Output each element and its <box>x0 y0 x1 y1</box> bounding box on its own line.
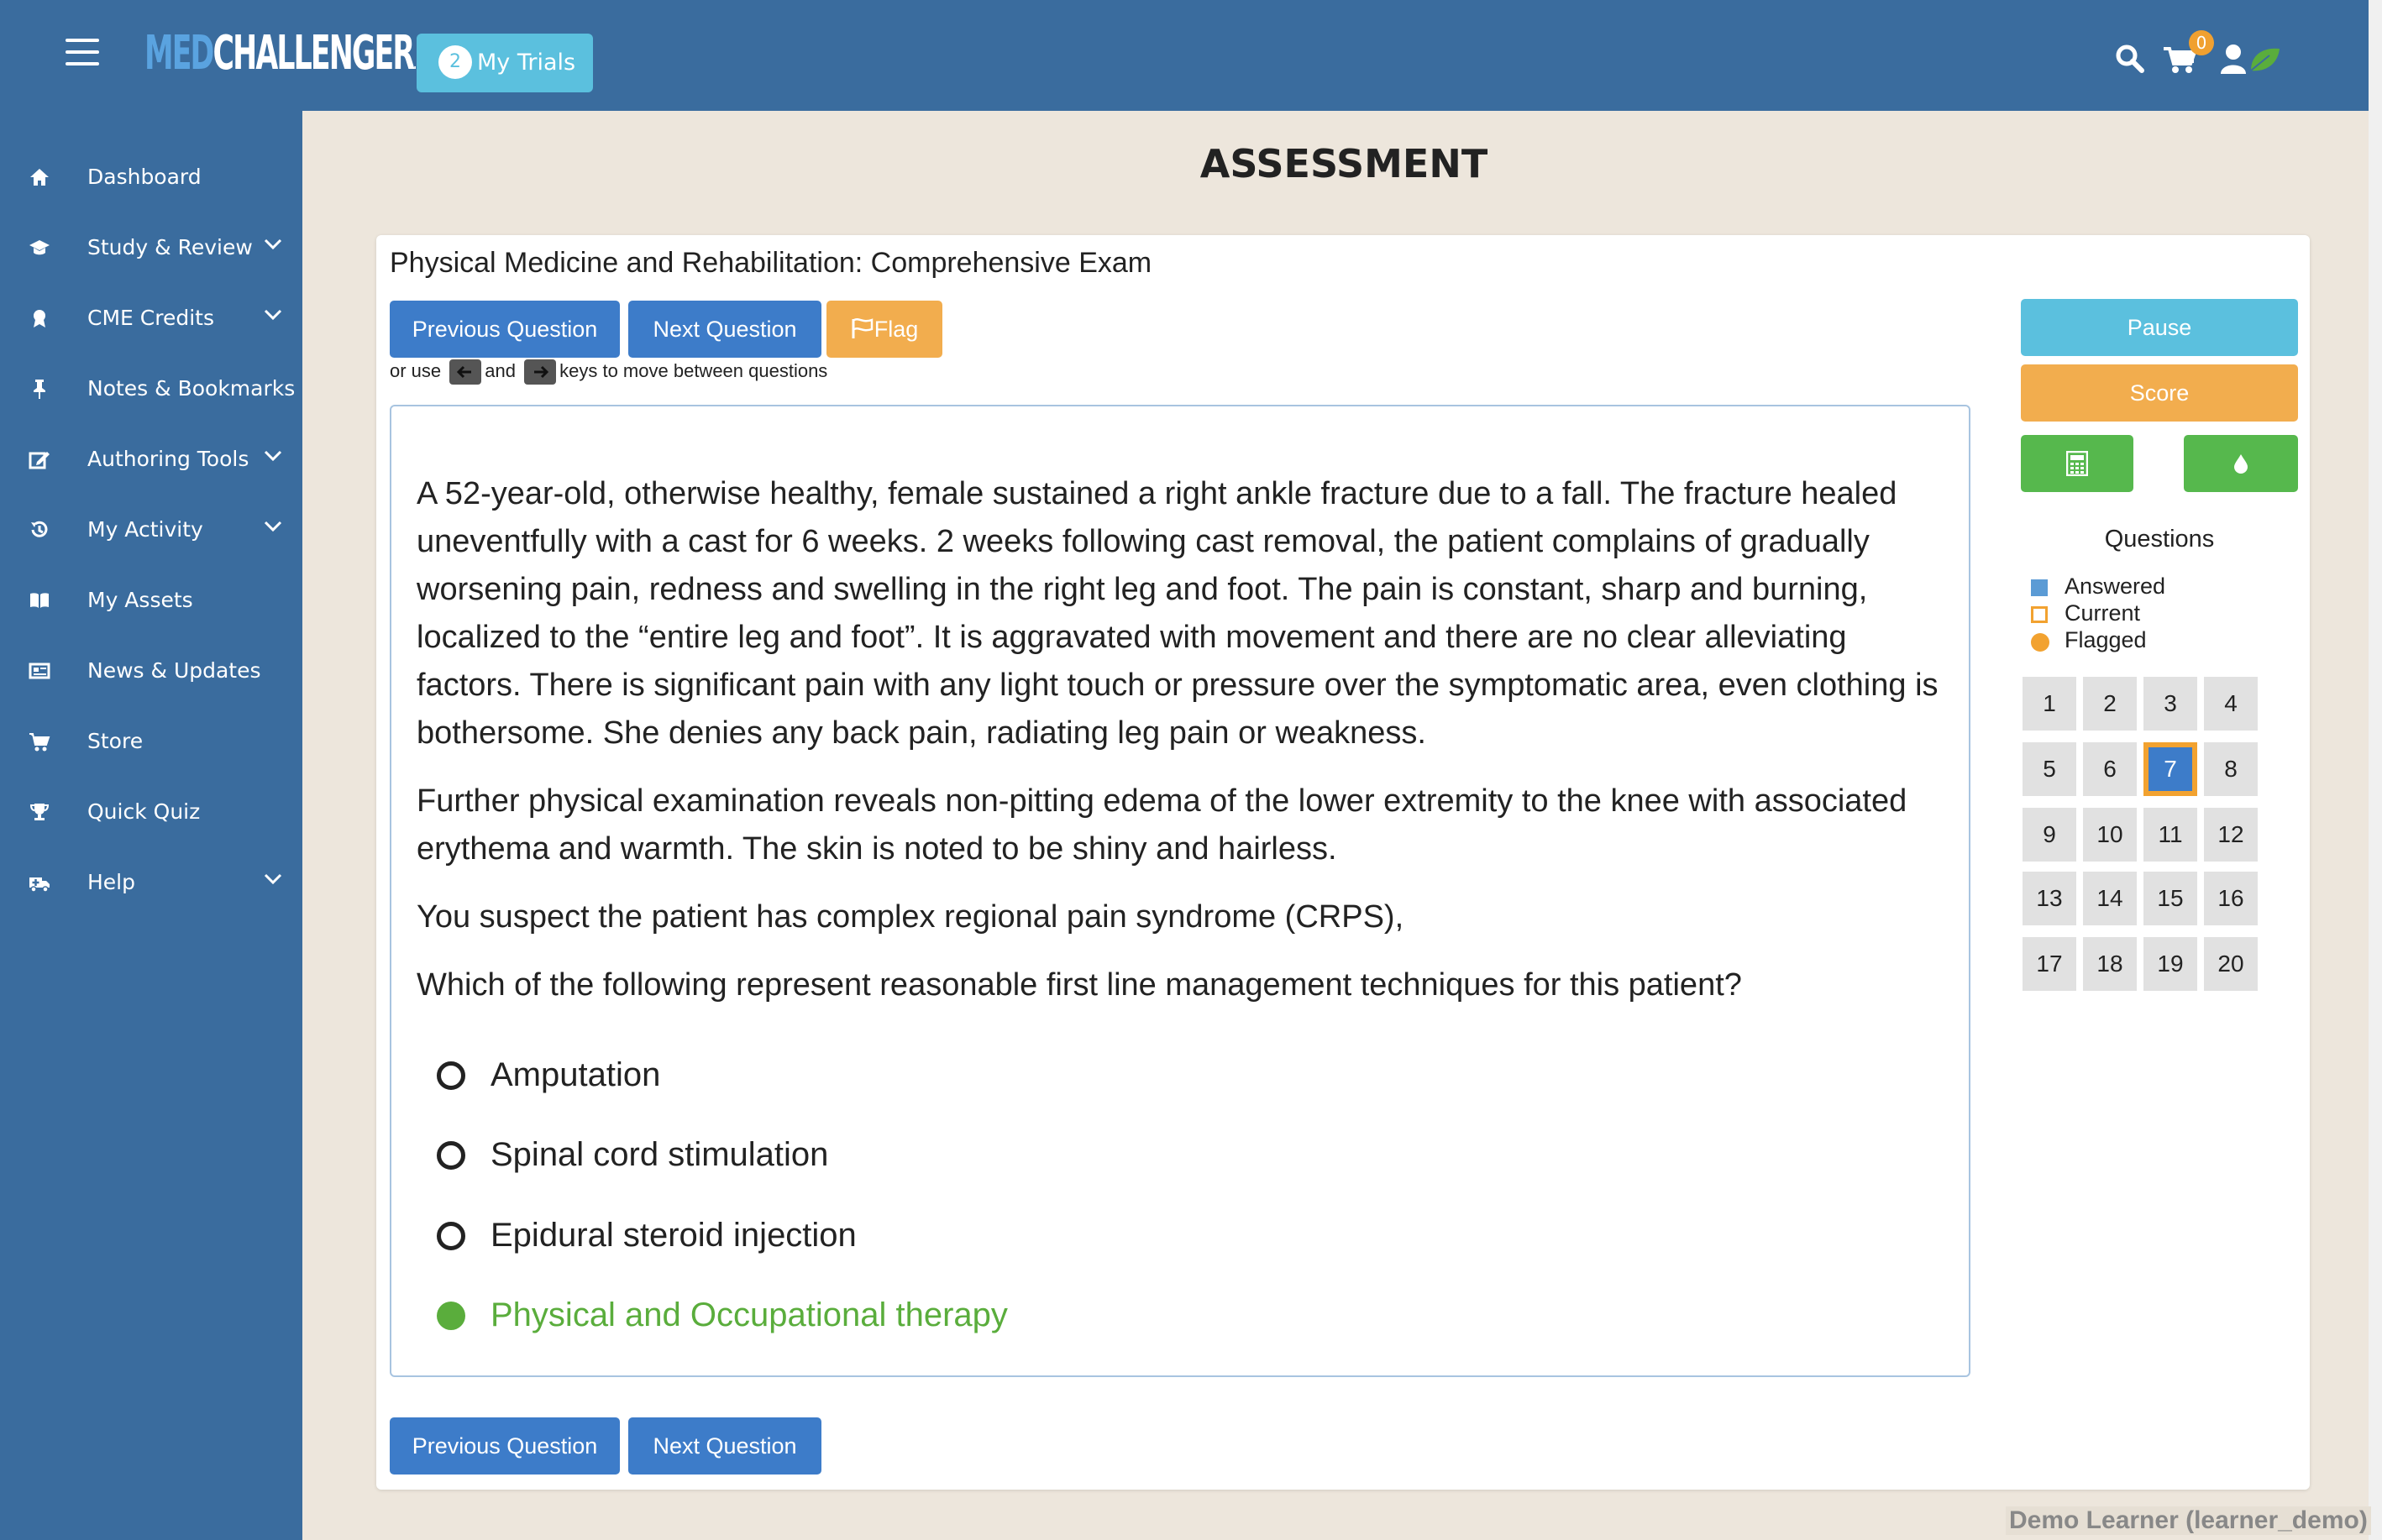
question-number-button-current[interactable]: 7 <box>2143 742 2197 796</box>
right-arrow-key-icon <box>524 359 556 385</box>
page-scrollbar[interactable] <box>2369 0 2382 1540</box>
logged-in-user: Demo Learner (learner_demo) <box>2006 1506 2371 1535</box>
sidebar-item-authoring-tools[interactable] <box>0 430 302 489</box>
sidebar-item-my-activity[interactable] <box>0 500 302 559</box>
drop-icon <box>2232 453 2249 474</box>
calculator-button[interactable] <box>2021 435 2133 492</box>
question-number-button[interactable]: 1 <box>2023 677 2076 731</box>
search-icon[interactable] <box>2115 44 2145 74</box>
question-number-button[interactable]: 3 <box>2143 677 2197 731</box>
lab-values-button[interactable] <box>2184 435 2298 492</box>
keyboard-hint <box>390 359 827 385</box>
question-number-button[interactable]: 19 <box>2143 937 2197 991</box>
sidebar-item-label: Authoring Tools <box>87 447 249 471</box>
flag-button[interactable] <box>826 301 942 358</box>
sidebar-item-label: Notes & Bookmarks <box>87 376 296 401</box>
chevron-down-icon[interactable] <box>264 521 282 532</box>
sidebar-item-cme-credits[interactable] <box>0 289 302 348</box>
certificate-icon <box>29 307 50 329</box>
radio-button[interactable] <box>437 1222 465 1250</box>
question-number-button[interactable]: 17 <box>2023 937 2076 991</box>
question-number-button[interactable]: 14 <box>2083 872 2137 925</box>
sidebar-item-label: CME Credits <box>87 306 214 330</box>
cart-icon <box>29 731 50 752</box>
sidebar-item-store[interactable] <box>0 712 302 771</box>
chevron-down-icon[interactable] <box>264 873 282 885</box>
question-number-button[interactable]: 13 <box>2023 872 2076 925</box>
home-icon <box>29 166 50 188</box>
question-stem <box>417 470 1945 1029</box>
newspaper-icon <box>29 660 50 682</box>
trials-count-badge: 2 <box>438 45 472 79</box>
ambulance-icon <box>29 872 50 893</box>
hint-suffix: keys to move between questions <box>559 359 828 381</box>
hint-prefix: or use <box>390 359 442 381</box>
trophy-icon <box>29 801 50 823</box>
question-number-button[interactable]: 10 <box>2083 808 2137 862</box>
answer-label: Amputation <box>491 1056 661 1093</box>
chevron-down-icon[interactable] <box>264 309 282 321</box>
score-button[interactable]: Score <box>2021 364 2298 422</box>
medchallenger-logo[interactable]: MEDCHALLENGER. <box>144 26 416 81</box>
sidebar-item-label: My Assets <box>87 588 193 612</box>
sidebar-item-notes-bookmarks[interactable] <box>0 359 302 418</box>
question-number-button[interactable]: 9 <box>2023 808 2076 862</box>
flagged-swatch <box>2031 633 2049 652</box>
answer-label: Epidural steroid injection <box>491 1217 857 1254</box>
sidebar-item-label: Study & Review <box>87 235 253 259</box>
sidebar-nav <box>0 111 302 1540</box>
sidebar-item-my-assets[interactable] <box>0 571 302 630</box>
question-number-button[interactable]: 11 <box>2143 808 2197 862</box>
leaf-icon[interactable] <box>2248 45 2281 74</box>
sidebar-item-label: Quick Quiz <box>87 799 201 824</box>
sidebar-item-help[interactable] <box>0 853 302 912</box>
question-number-button[interactable]: 6 <box>2083 742 2137 796</box>
next-question-button-bottom[interactable]: Next Question <box>628 1417 821 1475</box>
radio-button-selected[interactable] <box>437 1302 465 1330</box>
next-question-button[interactable]: Next Question <box>628 301 821 358</box>
previous-question-button-bottom[interactable]: Previous Question <box>390 1417 620 1475</box>
sidebar-item-news-updates[interactable] <box>0 642 302 700</box>
sidebar-item-quick-quiz[interactable] <box>0 783 302 841</box>
sidebar-item-label: News & Updates <box>87 658 261 683</box>
stem-paragraph: A 52-year-old, otherwise healthy, female sustained a right ankle fracture due to a fall. The fracture healed uneventfully with a cast for 6 weeks. 2 weeks following cast removal, the patient complains of gradually worsening pain, redness and swelling in the right leg and foot. The pain is constant, sharp and burning, localized to the “entire leg and foot”. It is aggravated with movement and there are no clear alleviating factors. There is significant pain with any light touch or pressure over the symptomatic area, even clothing is bothersome. She denies any back pain, radiating leg pain or weakness. <box>417 476 1939 751</box>
history-icon <box>29 519 50 541</box>
question-number-button[interactable]: 16 <box>2204 872 2258 925</box>
edit-icon <box>29 448 50 470</box>
sidebar-item-study-review[interactable] <box>0 218 302 277</box>
question-number-button[interactable]: 5 <box>2023 742 2076 796</box>
previous-question-button[interactable]: Previous Question <box>390 301 620 358</box>
chevron-down-icon[interactable] <box>264 238 282 250</box>
graduation-cap-icon <box>29 237 50 259</box>
calculator-icon <box>2066 451 2088 476</box>
sidebar-item-label: Store <box>87 729 144 753</box>
radio-button[interactable] <box>437 1141 465 1170</box>
sidebar-item-label: Dashboard <box>87 165 202 189</box>
answer-label: Spinal cord stimulation <box>491 1136 829 1173</box>
hamburger-menu-icon[interactable] <box>66 39 102 69</box>
pin-icon <box>29 378 50 400</box>
sidebar-item-label: Help <box>87 870 135 894</box>
my-trials-button[interactable] <box>417 34 593 92</box>
question-number-button[interactable]: 4 <box>2204 677 2258 731</box>
user-icon[interactable] <box>2219 44 2248 74</box>
sidebar-item-label: My Activity <box>87 517 203 542</box>
sidebar-item-dashboard[interactable] <box>0 148 302 207</box>
current-swatch <box>2031 606 2048 623</box>
cart-count-badge: 0 <box>2189 30 2214 55</box>
top-navbar <box>0 0 2369 111</box>
chevron-down-icon[interactable] <box>264 450 282 462</box>
question-number-button[interactable]: 15 <box>2143 872 2197 925</box>
legend-label: Flagged <box>2065 627 2147 652</box>
radio-button[interactable] <box>437 1061 465 1090</box>
legend-label: Answered <box>2065 574 2166 599</box>
flag-label: Flag <box>874 317 919 342</box>
questions-heading: Questions <box>2104 526 2215 553</box>
answer-label: Physical and Occupational therapy <box>491 1296 1008 1333</box>
stem-paragraph: Further physical examination reveals non-pitting edema of the lower extremity to the knee with associated erythema and warmth. The skin is noted to be shiny and hairless. <box>417 783 1907 867</box>
left-arrow-key-icon <box>449 359 481 385</box>
question-number-button[interactable]: 2 <box>2083 677 2137 731</box>
flag-icon <box>851 317 874 339</box>
question-number-button[interactable]: 18 <box>2083 937 2137 991</box>
answered-swatch <box>2031 579 2048 596</box>
hint-and: and <box>485 359 516 381</box>
book-open-icon <box>29 589 50 611</box>
page-title: ASSESSMENT <box>1199 141 1488 186</box>
my-trials-label: My Trials <box>477 50 576 76</box>
pause-button[interactable]: Pause <box>2021 299 2298 356</box>
stem-paragraph: Which of the following represent reasonable first line management techniques for this patient? <box>417 967 1742 1003</box>
legend-label: Current <box>2065 600 2141 626</box>
question-number-button[interactable]: 12 <box>2204 808 2258 862</box>
question-number-button[interactable]: 20 <box>2204 937 2258 991</box>
exam-title: Physical Medicine and Rehabilitation: Comprehensive Exam <box>390 247 1152 279</box>
question-number-button[interactable]: 8 <box>2204 742 2258 796</box>
stem-paragraph: You suspect the patient has complex regional pain syndrome (CRPS), <box>417 899 1404 935</box>
